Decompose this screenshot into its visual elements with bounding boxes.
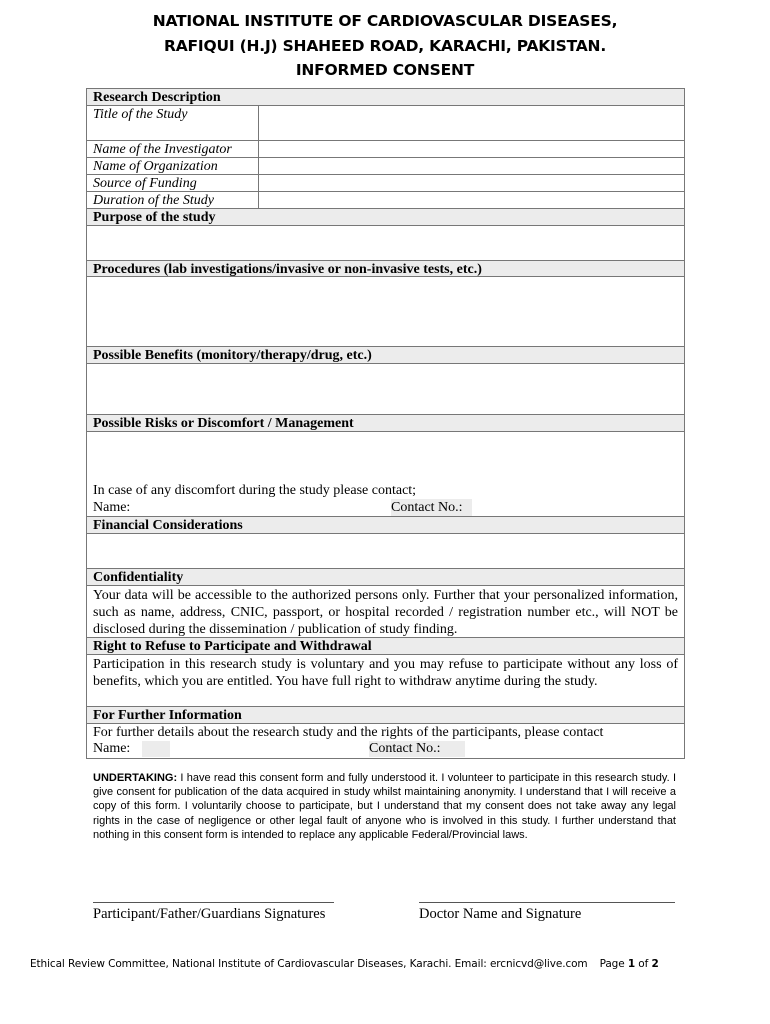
investigator-field[interactable]: [259, 141, 684, 157]
investigator-label: Name of the Investigator: [87, 141, 259, 157]
risks-heading: Possible Risks or Discomfort / Management: [87, 415, 684, 432]
participant-signature-label: Participant/Father/Guardians Signatures: [93, 906, 326, 922]
funding-field[interactable]: [259, 175, 684, 191]
doctor-signature-line[interactable]: [419, 902, 675, 903]
title-of-study-row: [87, 106, 684, 141]
undertaking-text: I have read this consent form and fully understood it. I volunteer to participate in this research study. I give consent for publication of the data acquired in study whilst maintaining anonymity. I understand that I will receive a copy of this form. I voluntarily choose to participate, but I understand that my consent does not take away any legal rights in the case of negligence or other legal fault of anyone who is involved in this study. I further understand that nothing in this consent form is intended to replace any applicable Federal/Provincial laws.: [93, 772, 676, 841]
further-name-label: Name:: [93, 741, 131, 756]
doctor-signature-label: Doctor Name and Signature: [419, 906, 582, 922]
page-of: of: [635, 958, 652, 970]
organization-label: Name of Organization: [87, 158, 259, 174]
purpose-heading: Purpose of the study: [87, 209, 684, 226]
risks-field[interactable]: [87, 432, 684, 517]
procedures-field[interactable]: [87, 277, 684, 347]
further-contact-label: Contact No.:: [369, 741, 465, 757]
financial-heading: Financial Considerations: [87, 517, 684, 534]
benefits-heading: Possible Benefits (monitory/therapy/drug, etc.): [87, 347, 684, 364]
page-prefix: Page: [599, 958, 628, 970]
funding-row: [87, 175, 684, 192]
procedures-heading: Procedures (lab investigations/invasive or non-invasive tests, etc.): [87, 260, 684, 277]
discomfort-contact-text: In case of any discomfort during the study please contact;: [93, 483, 417, 498]
risk-name-label: Name:: [93, 500, 131, 515]
page-total: 2: [651, 958, 659, 970]
title-of-study-field[interactable]: [259, 106, 684, 140]
further-info-heading: For Further Information: [87, 707, 684, 724]
title-of-study-label: Title of the Study: [87, 106, 259, 140]
refuse-heading: Right to Refuse to Participate and Withdrawal: [87, 638, 684, 655]
institute-address: RAFIQUI (H.J) SHAHEED ROAD, KARACHI, PAKISTAN.: [163, 37, 607, 55]
undertaking-label: UNDERTAKING:: [93, 772, 178, 784]
page-current: 1: [627, 958, 636, 970]
confidentiality-heading: Confidentiality: [87, 569, 684, 586]
organization-row: [87, 158, 684, 175]
benefits-field[interactable]: [87, 364, 684, 415]
purpose-field[interactable]: [87, 226, 684, 261]
further-info-block: [87, 724, 684, 758]
footer-text: Ethical Review Committee, National Institute of Cardiovascular Diseases, Karachi. Email: ercnicvd@live.com: [30, 958, 588, 970]
participant-signature-line[interactable]: [93, 902, 334, 903]
refuse-text: Participation in this research study is voluntary and you may refuse to participate without any loss of benefits, which you are entitled. You have full right to withdraw anytime during the study.: [87, 655, 684, 707]
consent-form-table: [86, 88, 685, 759]
footer: [30, 958, 659, 970]
document-title: INFORMED CONSENT: [295, 61, 475, 79]
research-description-heading: Research Description: [87, 89, 684, 106]
further-name-field[interactable]: [142, 741, 170, 757]
financial-field[interactable]: [87, 534, 684, 569]
duration-label: Duration of the Study: [87, 192, 259, 208]
investigator-row: [87, 141, 684, 158]
funding-label: Source of Funding: [87, 175, 259, 191]
duration-row: [87, 192, 684, 209]
organization-field[interactable]: [259, 158, 684, 174]
undertaking-paragraph: [93, 771, 676, 842]
confidentiality-text: Your data will be accessible to the authorized persons only. Further that your personalized information, such as name, address, CNIC, passport, or hospital recorded / registration number etc., will NOT be disclosed during the dissemination / publication of study finding.: [87, 586, 684, 638]
duration-field[interactable]: [259, 192, 684, 208]
institute-name: NATIONAL INSTITUTE OF CARDIOVASCULAR DISEASES,: [152, 12, 618, 30]
risk-contact-label: Contact No.:: [391, 499, 472, 516]
further-info-text: For further details about the research study and the rights of the participants, please contact: [93, 725, 604, 740]
